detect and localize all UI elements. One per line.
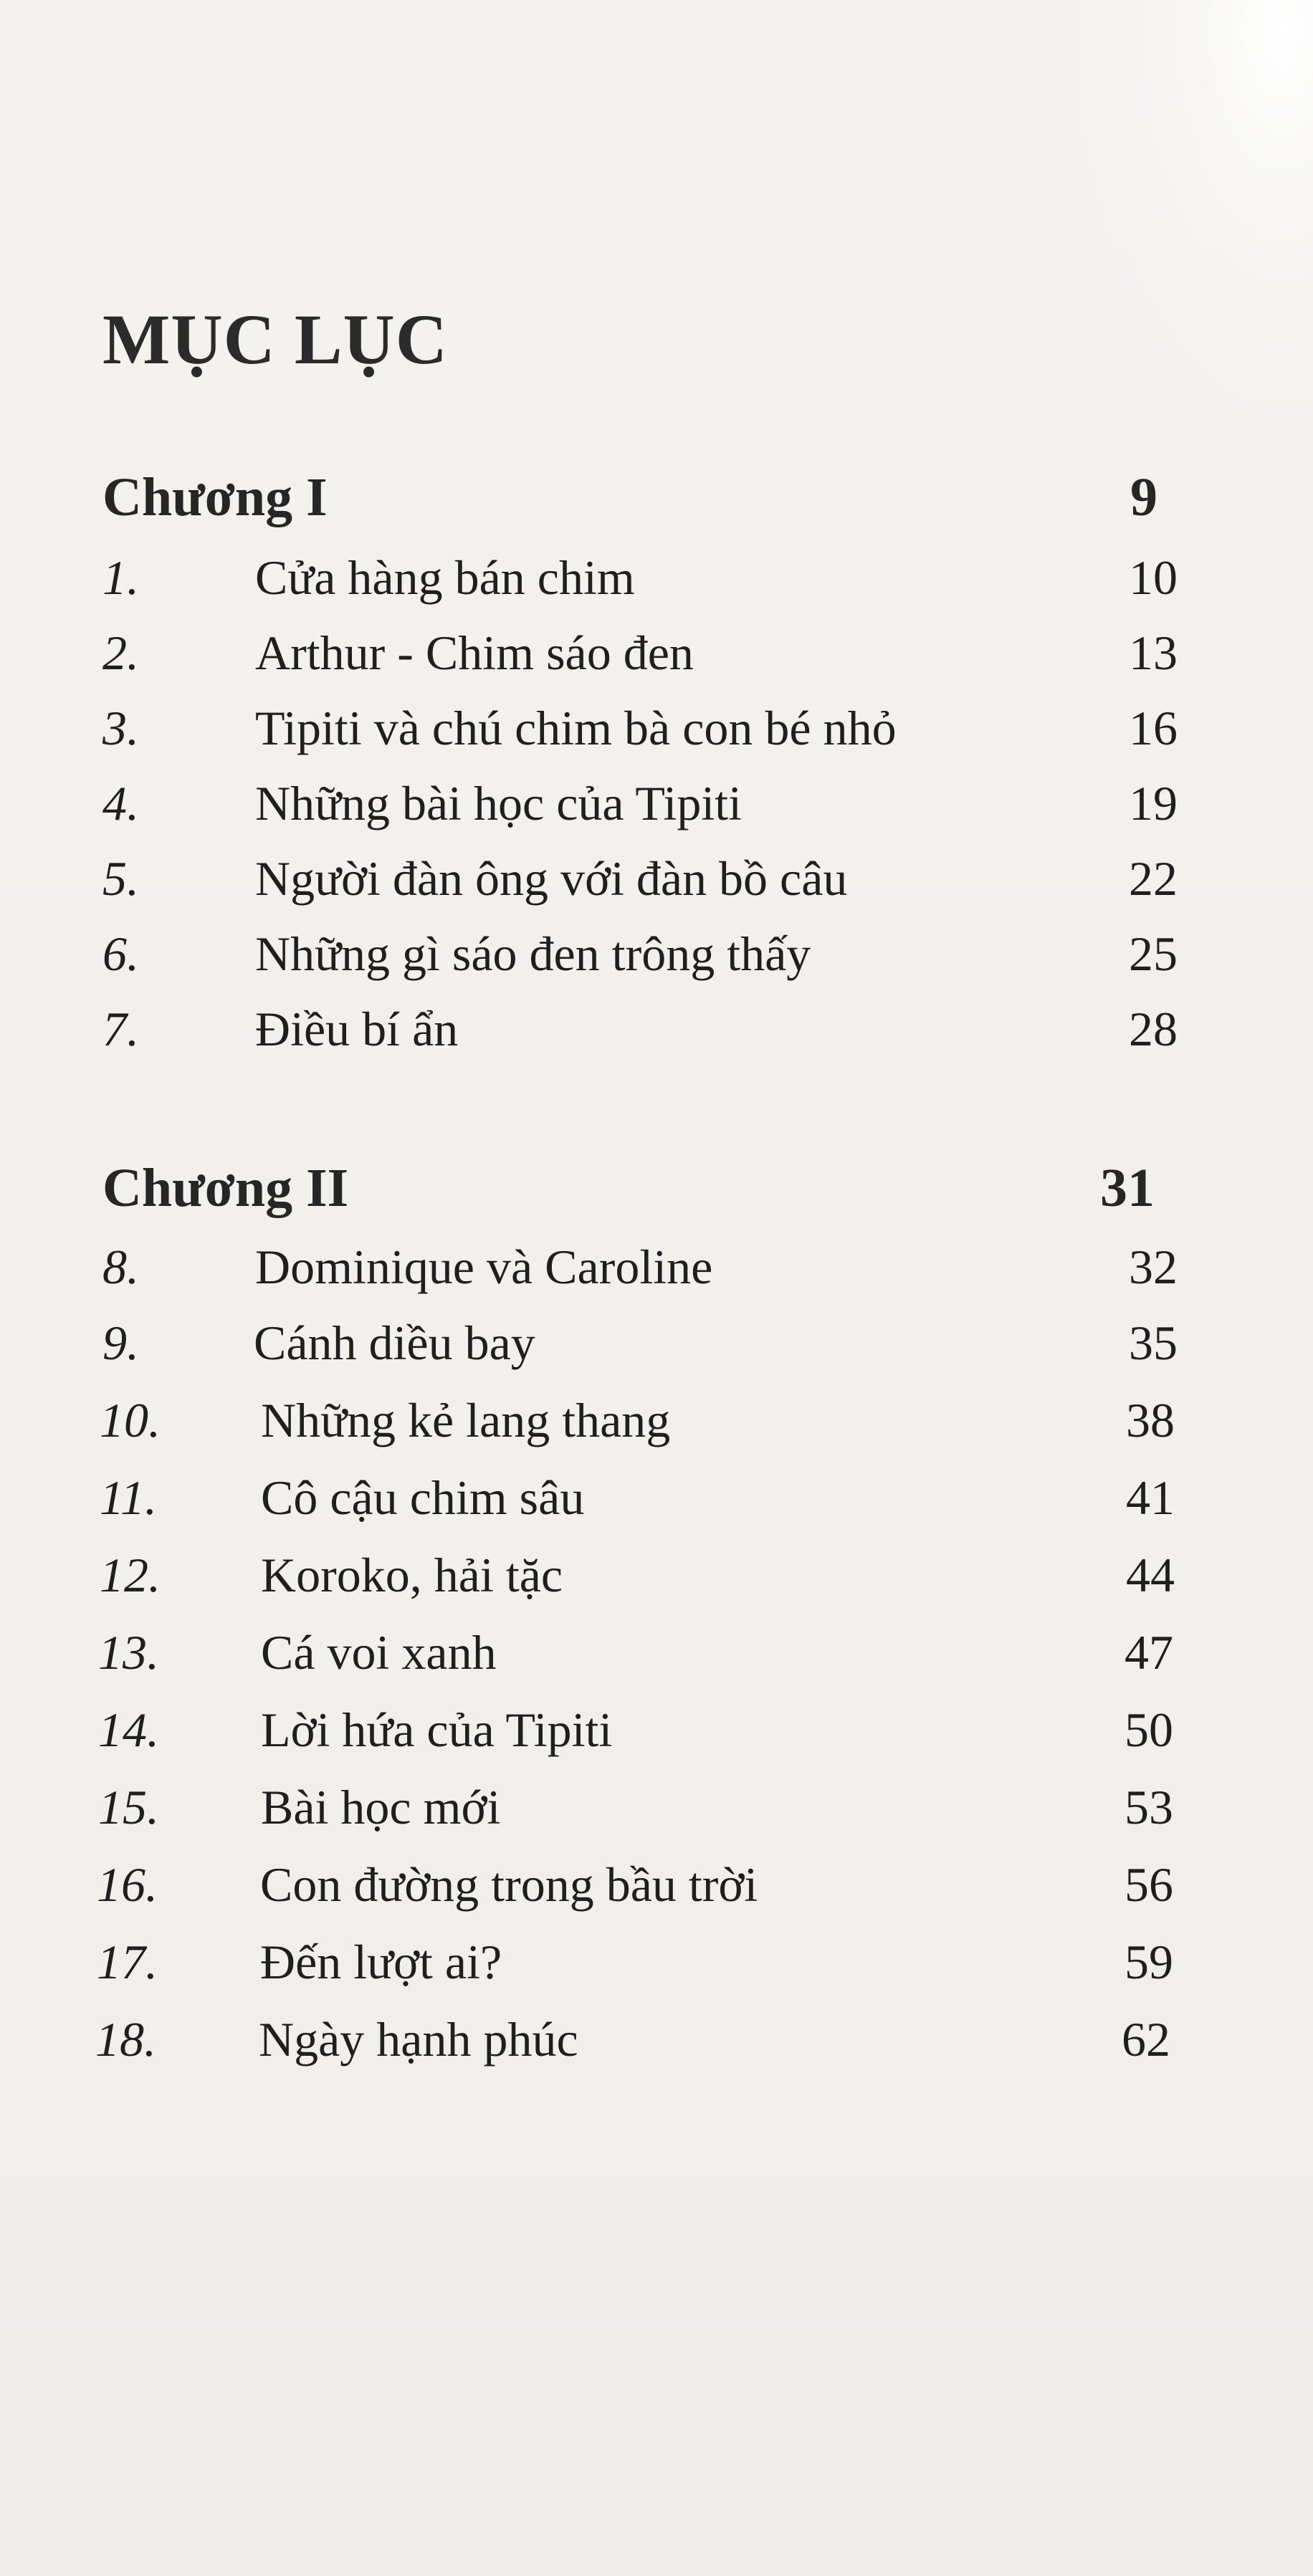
entry-number: 13. <box>98 1625 159 1680</box>
entry-page-number: 22 <box>1129 851 1178 906</box>
entry-title: Arthur - Chim sáo đen <box>255 626 694 680</box>
entry-title: Cô cậu chim sâu <box>261 1470 585 1525</box>
entry-number: 18. <box>95 2012 156 2067</box>
entry-page-number: 16 <box>1129 701 1178 755</box>
entry-title: Điều bí ẩn <box>255 1002 459 1056</box>
toc-entry <box>102 1318 1178 1376</box>
entry-title: Tipiti và chú chim bà con bé nhỏ <box>255 701 897 755</box>
toc-entry <box>97 1935 1173 1995</box>
entry-number: 3. <box>102 701 139 755</box>
entry-title: Những gì sáo đen trông thấy <box>255 927 811 981</box>
toc-entry <box>100 1393 1175 1453</box>
entry-page-number: 13 <box>1129 626 1178 680</box>
entry-title: Con đường trong bầu trời <box>260 1857 758 1912</box>
entry-page-number: 28 <box>1129 1002 1178 1056</box>
entry-title: Những bài học của Tipiti <box>255 776 743 830</box>
entry-title: Ngày hạnh phúc <box>259 2012 578 2067</box>
toc-entry <box>100 1470 1175 1531</box>
entry-page-number: 25 <box>1129 927 1178 981</box>
entry-title: Những kẻ lang thang <box>261 1393 671 1447</box>
entry-number: 7. <box>102 1002 139 1056</box>
entry-number: 11. <box>100 1470 157 1525</box>
entry-number: 4. <box>102 776 139 830</box>
toc-entry <box>102 1002 1178 1062</box>
toc-entry <box>100 1548 1175 1608</box>
page-title: MỤC LỤC <box>102 300 448 379</box>
toc-entry <box>102 550 1178 611</box>
chapter-page-number: 9 <box>1130 467 1157 527</box>
entry-number: 1. <box>102 550 139 605</box>
toc-entry <box>102 701 1178 761</box>
chapter-label: Chương I <box>102 467 328 527</box>
entry-page-number: 50 <box>1125 1703 1173 1757</box>
toc-entry <box>98 1705 1173 1763</box>
entry-page-number: 56 <box>1125 1857 1173 1912</box>
entry-number: 10. <box>100 1393 161 1447</box>
entry-number: 15. <box>98 1780 159 1834</box>
entry-title: Cửa hàng bán chim <box>255 550 635 605</box>
entry-page-number: 59 <box>1125 1935 1173 1989</box>
entry-number: 8. <box>102 1240 139 1294</box>
entry-number: 16. <box>97 1857 158 1912</box>
entry-page-number: 53 <box>1125 1780 1173 1834</box>
entry-page-number: 41 <box>1126 1470 1175 1525</box>
chapter-label: Chương II <box>102 1158 349 1218</box>
toc-entry <box>98 1625 1173 1685</box>
entry-page-number: 19 <box>1129 776 1178 830</box>
toc-entry <box>102 1242 1178 1300</box>
entry-number: 17. <box>97 1935 158 1989</box>
toc-entry <box>102 628 1178 686</box>
entry-number: 9. <box>102 1316 139 1370</box>
toc-entry <box>98 1780 1173 1840</box>
toc-entry <box>102 929 1178 987</box>
entry-number: 5. <box>102 851 139 906</box>
entry-page-number: 38 <box>1126 1393 1175 1447</box>
toc-entry <box>95 2012 1170 2072</box>
entry-title: Dominique và Caroline <box>255 1240 713 1294</box>
toc-entry <box>102 851 1178 911</box>
entry-title: Lời hứa của Tipiti <box>261 1703 613 1757</box>
entry-number: 14. <box>98 1703 159 1757</box>
entry-number: 12. <box>100 1548 161 1602</box>
entry-number: 6. <box>102 927 139 981</box>
entry-page-number: 35 <box>1129 1316 1178 1370</box>
entry-page-number: 47 <box>1125 1625 1173 1680</box>
entry-title: Cánh diều bay <box>254 1316 535 1370</box>
entry-title: Koroko, hải tặc <box>261 1548 563 1602</box>
entry-title: Người đàn ông với đàn bồ câu <box>255 851 848 906</box>
entry-number: 2. <box>102 626 139 680</box>
entry-title: Đến lượt ai? <box>260 1935 502 1989</box>
entry-page-number: 32 <box>1129 1240 1178 1294</box>
entry-title: Bài học mới <box>261 1780 501 1834</box>
entry-page-number: 10 <box>1129 550 1178 605</box>
chapter-page-number: 31 <box>1100 1158 1155 1218</box>
toc-entry <box>102 776 1178 836</box>
entry-page-number: 62 <box>1122 2012 1170 2067</box>
toc-entry <box>97 1857 1173 1917</box>
entry-page-number: 44 <box>1126 1548 1175 1602</box>
entry-title: Cá voi xanh <box>261 1625 497 1680</box>
